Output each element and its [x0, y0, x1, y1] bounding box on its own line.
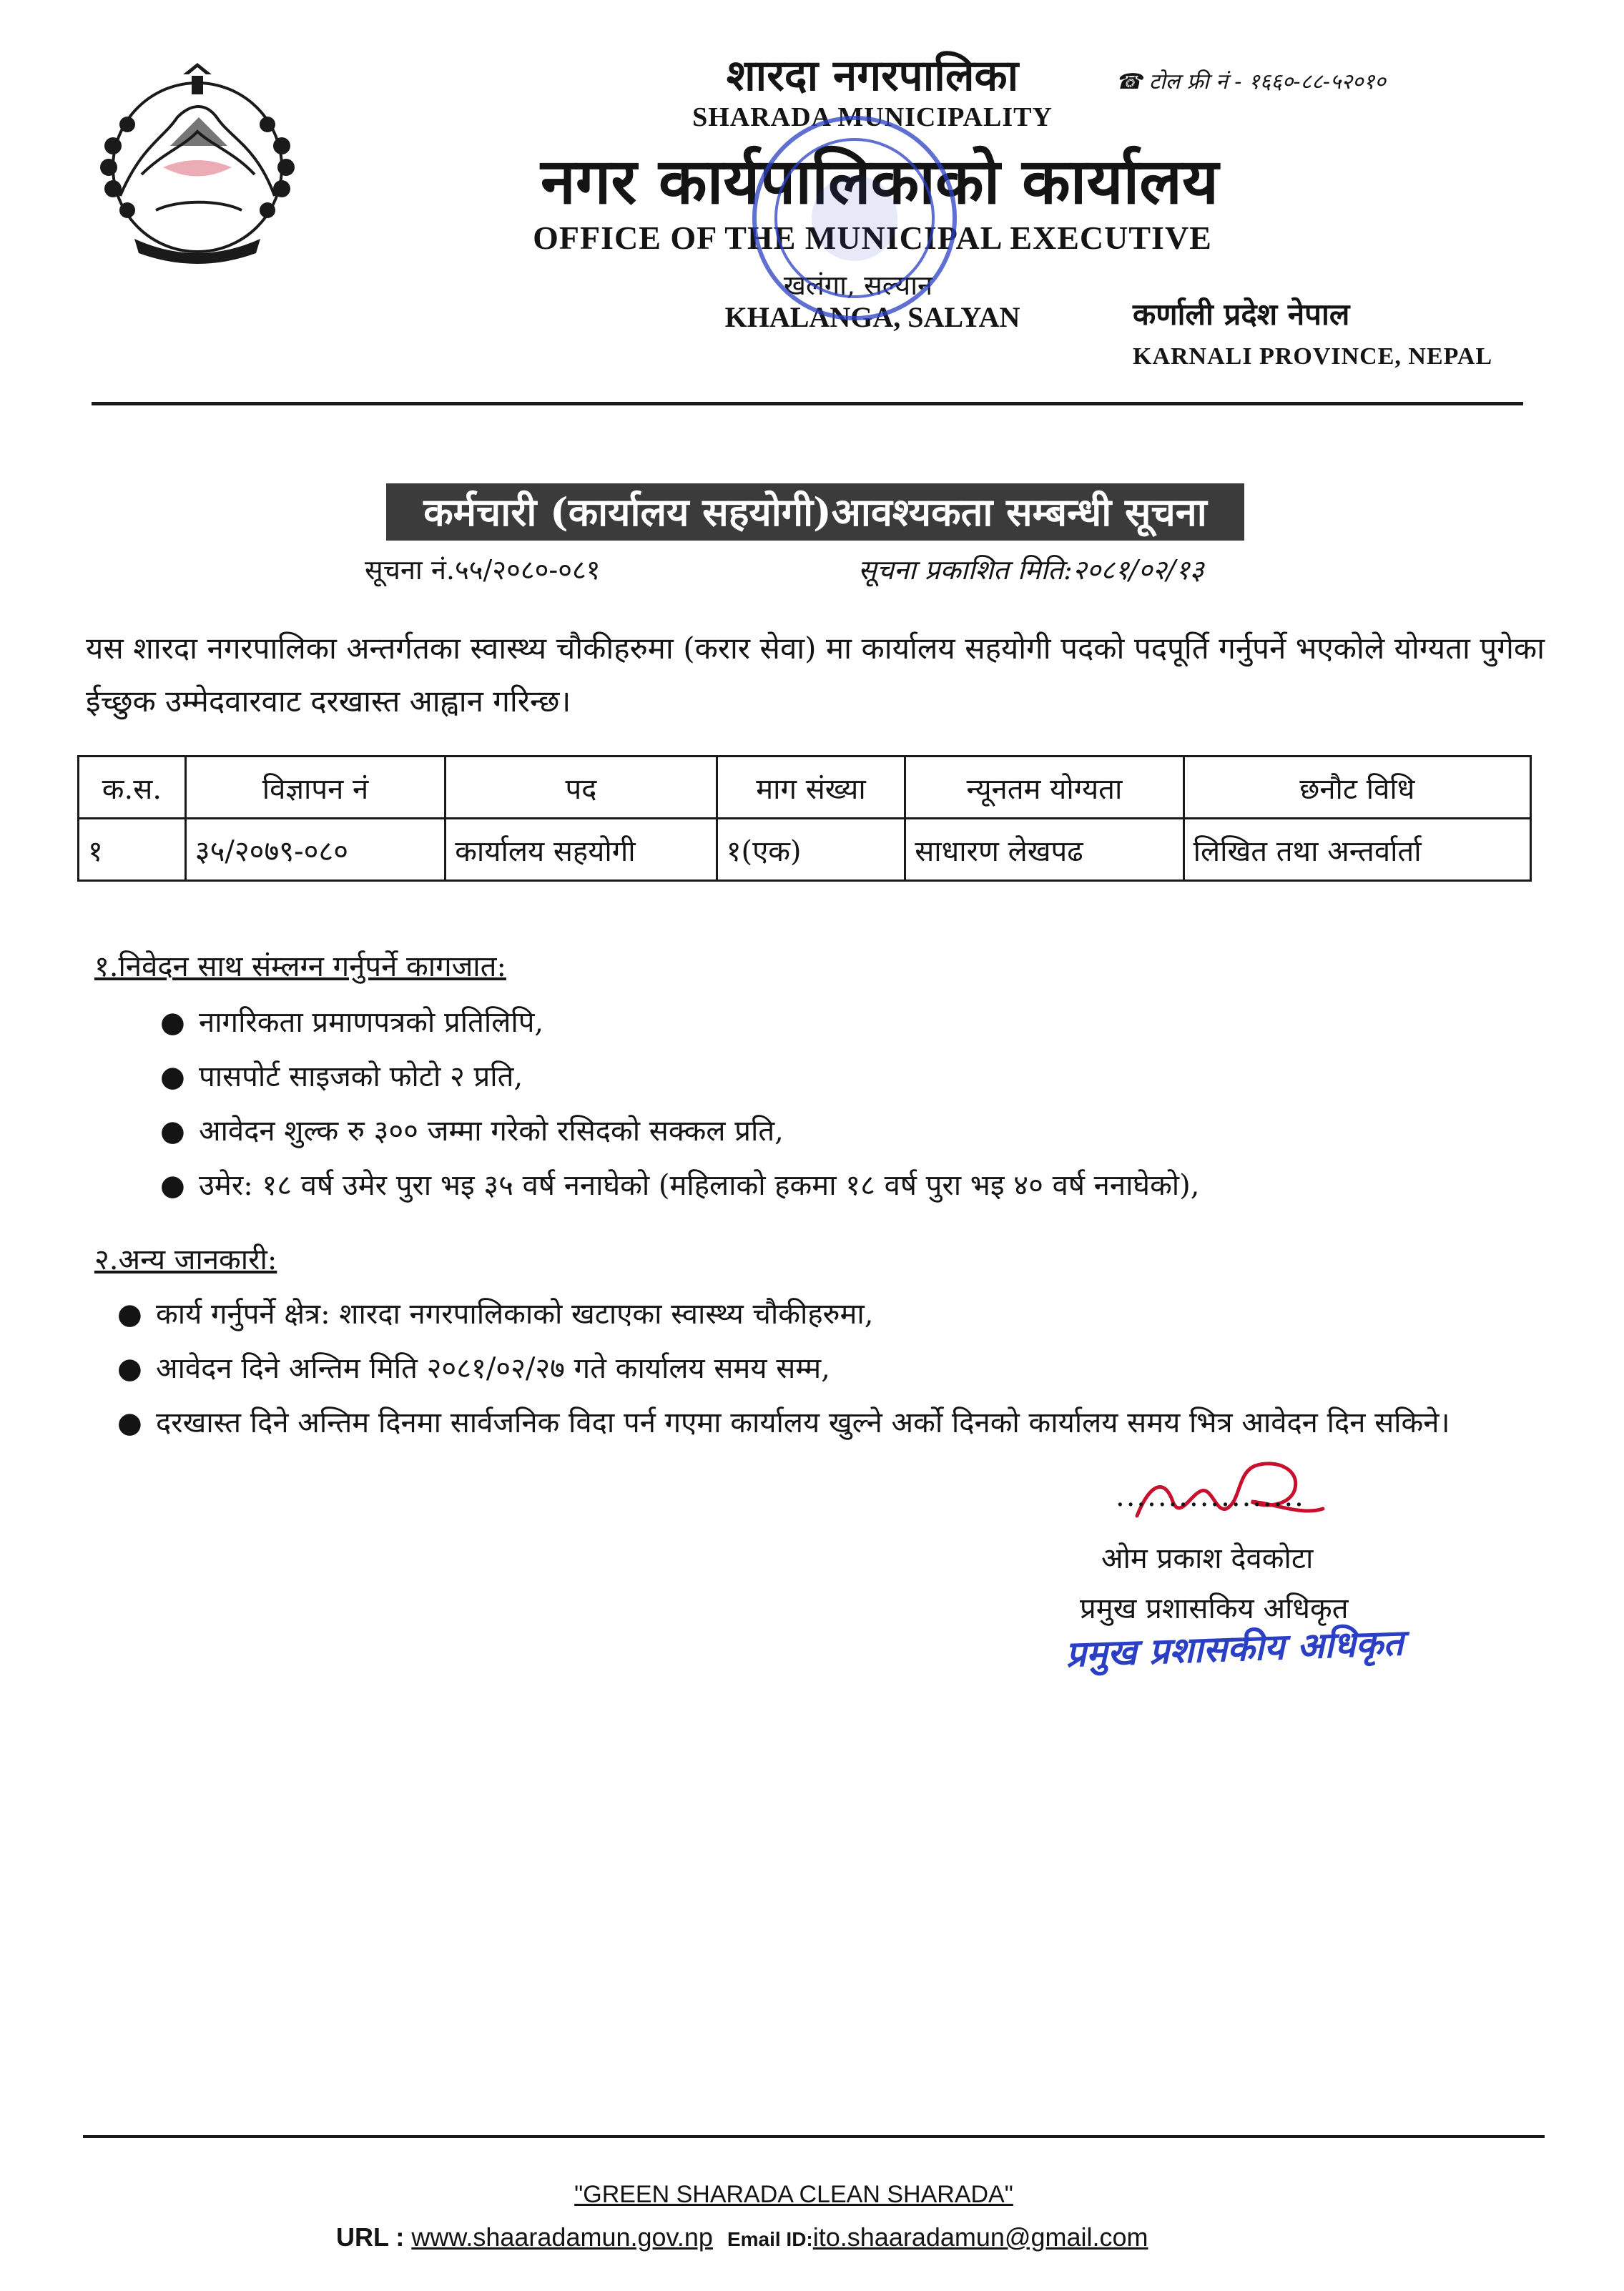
- notice-number: सूचना नं.५५/२०८०-०८१: [365, 554, 601, 586]
- tollfree-number: ☎ टोल फ्री नं - १६६०-८८-५२०१०: [1116, 69, 1386, 94]
- notice-published-date: सूचना प्रकाशित मिति:२०८१/०२/१३: [858, 554, 1204, 586]
- header-serial: क.स.: [79, 757, 186, 819]
- header-post: पद: [446, 757, 717, 819]
- bullet-icon: ●: [117, 1352, 142, 1385]
- office-name-en: OFFICE OF THE MUNICIPAL EXECUTIVE: [533, 220, 1212, 256]
- vacancy-table: [77, 755, 1532, 882]
- list-item: ● पासपोर्ट साइजको फोटो २ प्रति,: [199, 1050, 1529, 1104]
- url-label: URL :: [336, 2222, 405, 2252]
- bullet-icon: ●: [160, 1115, 185, 1148]
- province-np: कर्णाली प्रदेश नेपाल: [1133, 297, 1350, 332]
- website-link[interactable]: www.shaaradamun.gov.np: [411, 2222, 713, 2252]
- header-min-qualification: न्यूनतम योग्यता: [905, 757, 1183, 819]
- header-selection-method: छनौट विधि: [1183, 757, 1530, 819]
- location-en: KHALANGA, SALYAN: [724, 301, 1020, 333]
- cell-demand-count: १(एक): [717, 819, 905, 881]
- email-link[interactable]: ito.shaaradamun@gmail.com: [812, 2222, 1148, 2252]
- location-np: खलंगा, सल्यान: [783, 270, 933, 301]
- footer-contact: [336, 2222, 1337, 2252]
- section2-heading: २.अन्य जानकारी:: [94, 1243, 277, 1276]
- bullet-icon: ●: [117, 1406, 142, 1439]
- section1-list: [160, 995, 1529, 1213]
- notice-title: कर्मचारी (कार्यालय सहयोगी)आवश्यकता सम्बन्धी सूचना: [386, 483, 1244, 541]
- bullet-icon: ●: [160, 1060, 185, 1093]
- office-stamp-icon: [737, 107, 973, 329]
- signatory-title-stamp: प्रमुख प्रशासकीय अधिकृत: [1065, 1621, 1404, 1675]
- province-en: KARNALI PROVINCE, NEPAL: [1133, 343, 1493, 370]
- list-item: ● आवेदन दिने अन्तिम मिति २०८१/०२/२७ गते कार्यालय समय सम्म,: [156, 1341, 1543, 1396]
- header-demand-count: माग संख्या: [717, 757, 905, 819]
- notice-intro-paragraph: यस शारदा नगरपालिका अन्तर्गतका स्वास्थ्य चौकीहरुमा (करार सेवा) मा कार्यालय सहयोगी पदको पदपूर्ति गर्नुपर्ने भएकोले योग्यता पुगेका ईच्छुक उम्मेदवारवाट दरखास्त आह्वान गरिन्छ।: [86, 631, 1545, 719]
- bullet-icon: ●: [160, 1006, 185, 1039]
- signatory-name: ओम प्रकाश देवकोटा: [1101, 1542, 1314, 1575]
- email-label: Email ID:: [727, 2228, 813, 2250]
- cell-serial: १: [79, 819, 186, 881]
- bullet-icon: ●: [117, 1298, 142, 1331]
- list-item: ● आवेदन शुल्क रु ३०० जम्मा गरेको रसिदको सक्कल प्रति,: [199, 1104, 1529, 1158]
- list-item: ● दरखास्त दिने अन्तिम दिनमा सार्वजनिक विदा पर्न गएमा कार्यालय खुल्ने अर्को दिनको कार्यालय समय भित्र आवेदन दिन सकिने।: [156, 1396, 1543, 1450]
- bullet-icon: ●: [160, 1169, 185, 1202]
- municipality-name-en: SHARADA MUNICIPALITY: [692, 102, 1053, 132]
- municipality-name-np: शारदा नगरपालिका: [726, 51, 1019, 101]
- list-item: ● नागरिकता प्रमाणपत्रको प्रतिलिपि,: [199, 995, 1529, 1050]
- footer-slogan: "GREEN SHARADA CLEAN SHARADA": [574, 2181, 1013, 2208]
- cell-advert-no: ३५/२०७९-०८०: [185, 819, 445, 881]
- signature-line: ..................: [1116, 1480, 1305, 1513]
- cell-min-qualification: साधारण लेखपढ: [905, 819, 1183, 881]
- section2-list: [117, 1287, 1543, 1450]
- header-divider: [92, 402, 1523, 405]
- section1-heading: १.निवेदन साथ संम्लग्न गर्नुपर्ने कागजात:: [94, 950, 506, 983]
- office-name-np: नगर कार्यपालिकाको कार्यालय: [541, 144, 1219, 218]
- list-item: ● उमेर: १८ वर्ष उमेर पुरा भइ ३५ वर्ष ननाघेको (महिलाको हकमा १८ वर्ष पुरा भइ ४० वर्ष ननाघेको),: [199, 1158, 1529, 1213]
- table-row: [79, 819, 1531, 881]
- signatory-title: प्रमुख प्रशासकिय अधिकृत: [1080, 1592, 1349, 1625]
- table-header-row: [79, 757, 1531, 819]
- header-advert-no: विज्ञापन नं: [185, 757, 445, 819]
- footer-divider: [83, 2135, 1545, 2138]
- nepal-emblem-icon: [92, 60, 303, 266]
- list-item: ● कार्य गर्नुपर्ने क्षेत्र: शारदा नगरपालिकाको खटाएका स्वास्थ्य चौकीहरुमा,: [156, 1287, 1543, 1341]
- cell-selection-method: लिखित तथा अन्तर्वार्ता: [1183, 819, 1530, 881]
- cell-post: कार्यालय सहयोगी: [446, 819, 717, 881]
